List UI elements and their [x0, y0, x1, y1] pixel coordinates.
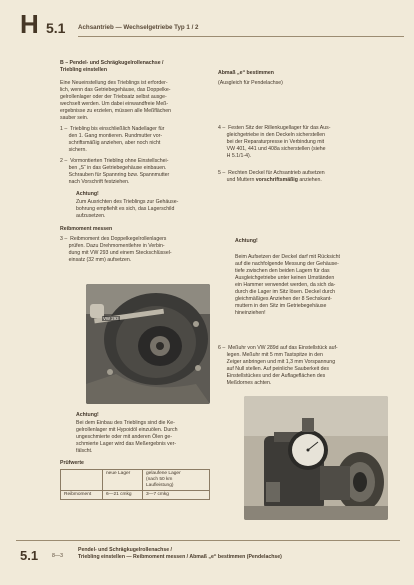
header-rule [78, 36, 404, 37]
text-line: Einstellstückes und der Auflageflächen des [218, 373, 326, 379]
footer-title-line-1: Pendel- und Schrägkugelrollenachse / [78, 547, 172, 553]
text-line: auf die nachfolgende Messung der Gehäuse- [235, 261, 339, 267]
text-line: 4 – Festen Sitz der Rillenkugellager für das Aus- [218, 125, 331, 131]
text-line: Zeiger anbringen und mit 1,3 mm Vorspannung [218, 359, 336, 365]
text-line [218, 177, 322, 184]
photo-dial-gauge-image [244, 396, 388, 520]
note-title: Achtung! [76, 412, 99, 418]
text-line: auf Null stellen. Auf peinliche Sauberkeit des [218, 366, 330, 372]
text-line: sichern. [60, 147, 87, 153]
abmass-title: Abmaß „e“ bestimmen [218, 70, 274, 76]
text-line: 3 – Reibmoment des Doppelkegelrollenlagers [60, 236, 167, 242]
photo-torque-gauge-image [86, 284, 210, 404]
test-values-table [60, 469, 210, 500]
footer-page-number: 8—3 [52, 553, 63, 559]
footer-title-line-2: Triebling einstellen — Reibmoment messen / Abmaß „e“ bestimmen (Pendelachse) [78, 554, 282, 560]
text-line: einsatz (32 mm) aufsetzen. [60, 257, 132, 263]
text-line: prüfen. Dazu Drehmomentlehre in Verbin- [60, 243, 165, 249]
text-line: H 5.1/1-4). [218, 153, 252, 159]
text-span: und Muttern [218, 177, 256, 183]
header-letter: H [20, 9, 39, 39]
text-line: wechselt werden. Um dabei einwandfreie Meß- [60, 101, 169, 107]
table-cell: 6—21 cmkg [103, 491, 143, 500]
text-line: gelrollenlager mit Hypoidöl einzuölen. Durch [76, 427, 178, 433]
table-cell [61, 470, 103, 491]
text-line: Bei dem Einbau des Trieblings sind die Ke- [76, 420, 175, 426]
text-line: Ausgleichgetriebe unter keinen Umständen [235, 275, 335, 281]
text-line: dung mit VW 293 und einem Steckschlüssel- [60, 250, 172, 256]
text-line: durch die Lager im Sitz lösen. Deckel durch [235, 289, 336, 295]
text-line: ein Hammer verwendet werden, da sich da- [235, 282, 336, 288]
photo-dial-gauge [244, 396, 388, 520]
table-cell: 3—7 cmkg [143, 491, 210, 500]
text-line: 1 – Triebling bis einschließlich Nadellager für [60, 126, 165, 132]
note-title: Achtung! [235, 238, 258, 244]
table-cell: Reibmoment [61, 491, 103, 500]
text-line: 2 – Vormontierten Triebling ohne Einstellschei- [60, 158, 169, 164]
text-span: anziehen. [297, 177, 322, 183]
text-line: fälscht. [76, 448, 93, 454]
section-title-line-1: B – Pendel- und Schrägkugelrollenachse / [60, 60, 164, 66]
note-title: Achtung! [76, 191, 99, 197]
page-footer [16, 540, 406, 570]
table-title: Prüfwerte [60, 460, 84, 466]
header-section-number: 5.1 [46, 20, 66, 36]
text-line: ungeschmierte oder mit anderen Ölen ge- [76, 434, 173, 440]
text-line: schriftsmäßig anziehen, aber noch nicht [60, 140, 161, 146]
abmass-subtitle: (Ausgleich für Pendelachse) [218, 80, 283, 86]
section-title-line-2: Triebling einstellen [60, 67, 107, 73]
text-line: Beim Aufsetzen der Deckel darf mit Rücksicht [235, 254, 340, 260]
text-line: nach Vorschrift festziehen. [60, 179, 130, 185]
footer-section-number: 5.1 [20, 548, 39, 563]
page-header [16, 10, 406, 38]
text-line: VW 401, 441 und 408a sicherstellen (siehe [218, 146, 326, 152]
table-header-row [61, 470, 210, 491]
text-line: bei der Reparaturpresse in Verbindung mit [218, 139, 325, 145]
section-heading-reibmoment: Reibmoment messen [60, 226, 113, 232]
text-line: muttern in den Sitz im Getriebegehäuse [235, 303, 327, 309]
text-span-bold: vorschriftsmäßig [255, 177, 298, 183]
text-line: ergebnisse zu erzielen, müssen alle Meßflächen [60, 108, 172, 114]
text-line: schmierte Lager wird das Meßergebnis ver- [76, 441, 177, 447]
text-line: legen. Meßuhr mit 5 mm Tastspitze in den [218, 352, 323, 358]
text-line: Meßdornes achten. [218, 380, 272, 386]
text-line: Zum Ausrichten des Trieblings zur Gehäuse- [76, 199, 179, 205]
header-title: Achsantrieb — Wechselgetriebe Typ 1 / 2 [78, 24, 199, 31]
text-line: lich, wenn das Getriebegehäuse, das Doppelke- [60, 87, 171, 93]
text-line: 5 – Rechten Deckel für Achsantrieb aufsetzen [218, 170, 325, 176]
text-line: hineinziehen! [235, 310, 266, 316]
footer-rule [16, 540, 400, 541]
text-line: tiefe zwischen den beiden Lagern für das [235, 268, 330, 274]
text-line: ben „S“ in das Getriebegehäuse einbauen. [60, 165, 167, 171]
text-line: Schrauben für Spannring bzw. Spannmutter [60, 172, 170, 178]
tool-label-vw293: VW 293 [103, 316, 119, 321]
table-row [61, 491, 210, 500]
text-line: gleichmäßiges Anziehen der 8 Sechskant- [235, 296, 332, 302]
text-line: aufzusetzen. [76, 213, 106, 219]
table-cell: neue Lager [103, 470, 143, 491]
text-line: den 1. Gang montieren. Rundmutter vor- [60, 133, 163, 139]
text-line: sauber sein. [60, 115, 89, 121]
text-line: Eine Neueinstellung des Trieblings ist erforder- [60, 80, 168, 86]
text-line: gelrollenlager oder der Triebsatz selbst ausge- [60, 94, 167, 100]
text-line: 6 – Meßuhr von VW 289d auf das Einstellstück auf- [218, 345, 338, 351]
text-line: bohrung empfiehlt es sich, das Lagerschild [76, 206, 175, 212]
photo-torque-gauge [86, 284, 210, 404]
text-line: gleichgetriebe in den Deckeln sicherstellen [218, 132, 325, 138]
table-cell: gelaufene Lager (nach 50 km Laufleistung) [143, 470, 210, 491]
